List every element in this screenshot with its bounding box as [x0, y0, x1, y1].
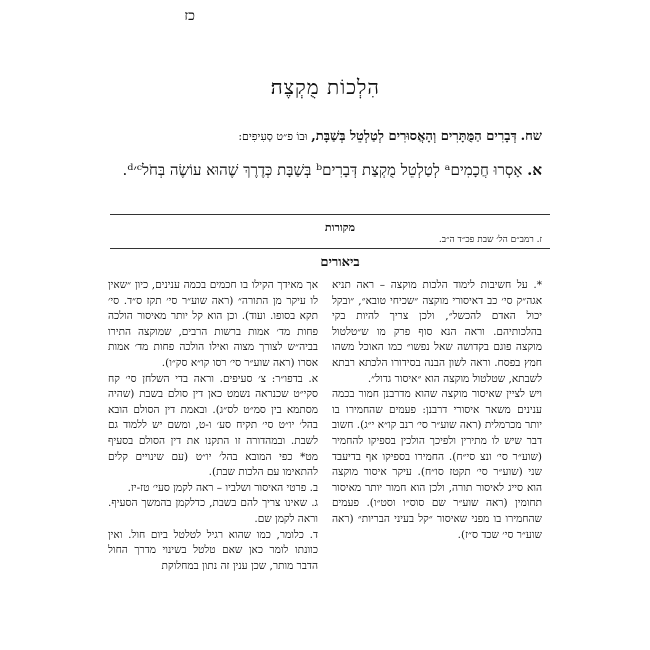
seif-text: [102, 157, 542, 183]
explanations-title: ביאורים: [320, 255, 360, 270]
sources-title: מקורות: [324, 221, 356, 234]
explanations-column-right: [332, 278, 542, 650]
siman-heading: [102, 128, 542, 145]
page-number: כז: [184, 8, 195, 24]
seif-letter: א.: [527, 161, 542, 179]
seif-body: אָסְרוּ חֲכָמִיםᵃ לְטַלְטֵל מֻקְצַת דְּבָרִיםᵇ בְּשַׁבָּת כְּדֶרֶךְ שֶׁהוּא עוֹשֶׂה בְּחֹלᶜ׳ᵈ.: [122, 161, 523, 179]
sources-line: ז. רמב״ם הל׳ שבת פכ״ד ה״ב.: [438, 235, 542, 245]
paragraph: *. על חשיבות לימוד הלכות מוקצה – ראה תניא אגה״ק סי׳ כב דאיסורי מוקצה ״שכיחי טובא״, ״ובקל יכול האדם להכשל״, ולכן צריך להיות בקי בהלכותיהם. וראה הנא סוף פרק מו ש״טלטול מוקצה פוגם בקדושה שאל נפשו״ כמו האוכל משהו חמץ בפסח. וראה לשון הבנה בסידורו הלכתא רבתא לשבתא, שטלטול מוקצה הוא ״איסור גדול״.: [332, 279, 542, 385]
paragraph: ד. כלומר, כמו שהוא רגיל לטלטל ביום חול. ואין כוונתו לומר כאן שאם טלטל בשינוי מדרך החול הדבר מותר, שכן ענין זה נתון במחלוקת: [108, 528, 318, 572]
paragraph: ג. שאינו צריך להם בשבת, כדלקמן בהמשך הסעיף. וראה לקמן שם.: [108, 497, 318, 525]
explanations-column-left: [108, 278, 318, 650]
siman-label: שח.: [520, 129, 542, 144]
paragraph: א. בדפו״ר: צ׳ סעיפים. וראה בדי השלחן סי׳ קח סקי״ט שכנראה נשמט כאן דין סולם בשבת (שהיה מסתמא בין סמ״ט לס״ג). ובאמת דין הסולם הובא בהל׳ יו״ט סי׳ תקיח סע׳ ו-ט, ומשם יש ללמוד גם לשבת. ובמהדורה זו התקנו את דין הסולם בסעיף מט* כפי המובא בהל׳ יו״ט (עם שינויים קלים להתאימו עם הלכות שבת).: [108, 372, 318, 479]
paragraph: אך מאידך הקילו בו חכמים בכמה ענינים, כיון ״שאין לו עיקר מן התורה״ (ראה שוע״ר סי׳ תקז ס״ד. סי׳ תקא בסופו. ועוד). וכן הוא קל יותר מאיסור הולכה פחות מד׳ אמות ברשות הרבים, שמוקצה התירו בביה״ש לצורך מצוה ואילו הולכה פחות מד׳ אמות אסרו (ראה שוע״ר סי׳ רסו קו״א סק״ו).: [108, 279, 318, 369]
siman-heading-tail: וּבוֹ פ״ט סְעִיפִים:: [238, 130, 308, 143]
paragraph: ב. פרטי האיסור ושלביו – ראה לקמן סעי׳ טז-יז.: [127, 481, 318, 494]
siman-heading-text: דְּבָרִים הַמֻּתָּרִים וְהָאֲסוּרִים לְטַלְטֵל בְּשַׁבָּת,: [311, 129, 517, 144]
paragraph: ויש לציין שאיסור מוקצה שהוא מדרבנן חמור בכמה ענינים משאר איסורי דרבנן: פעמים שהחמירו בו יותר מכרמלית (ראה שוע״ר סי׳ רנב קו״א י״ג). חשוב דבר שיש לו מתירין ולפיכך הולכין בספיקו להחמיר (שוע״ר סי׳ ונצ סי״ח). החמירו בספיקו אף בדיעבד שני (שוע״ר סי׳ תקטז סו״ח). עיקר איסור מוקצה הוא סייג לאיסור תורה, ולכן הוא חמור יותר מאיסור תחומין (ראה שוע״ר שם סוס״ו וסט״ו). פעמים שהחמירו בו מפני שאיסור ״קל בעיני הבריות״ (ראה שוע״ר סי׳ שכד ס״ז).: [332, 388, 542, 541]
divider-middle: [110, 248, 550, 249]
divider-top: [110, 214, 550, 215]
chapter-title: הִלְכוֹת מֻקְצֶה׃: [270, 75, 380, 99]
